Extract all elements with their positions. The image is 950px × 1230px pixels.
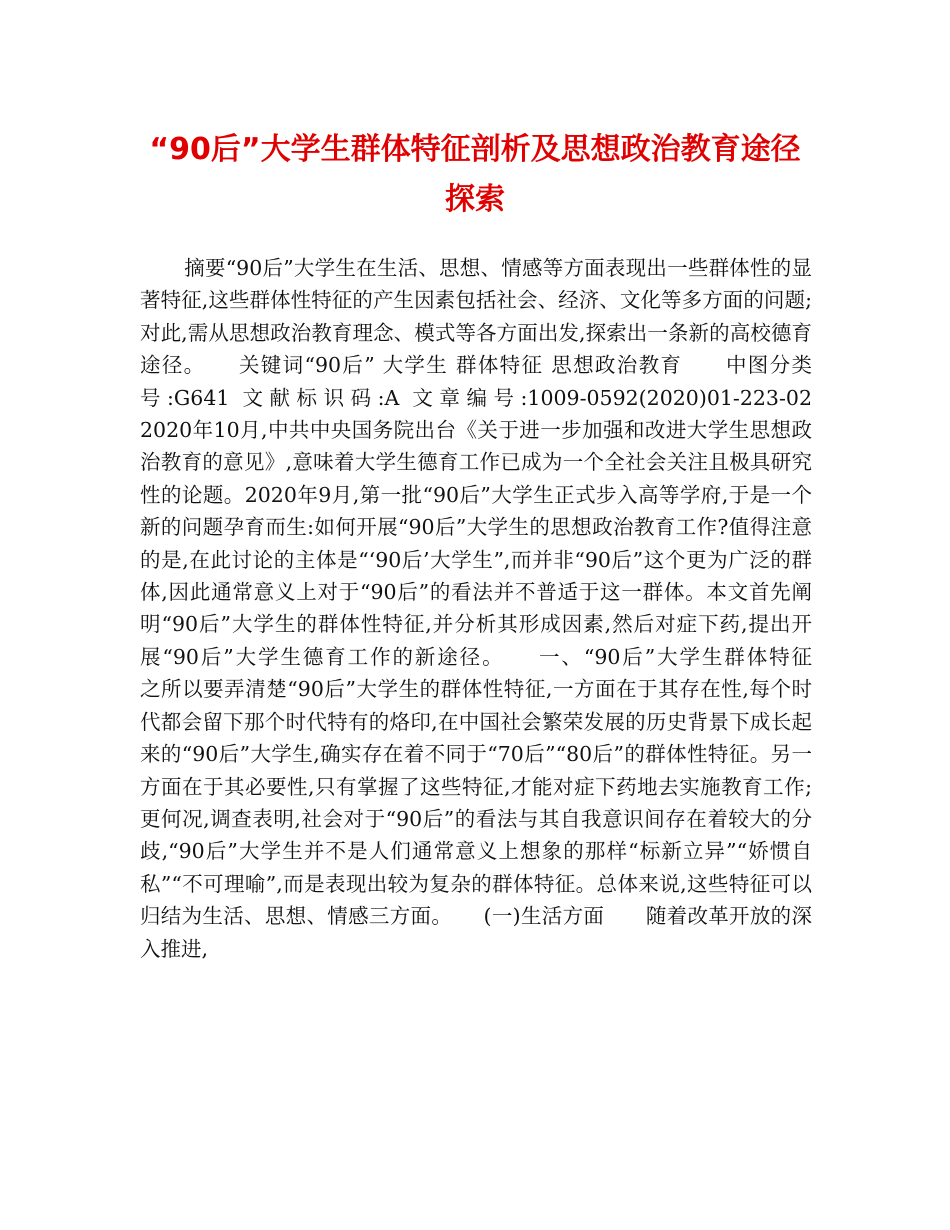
document-body-text: 摘要“90后”大学生在生活、思想、情感等方面表现出一些群体性的显著特征,这些群体性特征的产生因素包括社会、经济、文化等多方面的问题;对此,需从思想政治教育理念、模式等各方面出发,探索出一条新的高校德育途径。 关键词“90后” 大学生 群体特征 思想政治教育 中图分类号:G641 文献标识码:A 文章编号:1009-0592(2020)01-223-02 2020年10月,中共中央国务院出台《关于进一步加强和改进大学生思想政治教育的意见》,意味着大学生德育工作已成为一个全社会关注且极具研究性的论题。2020年9月,第一批“90后”大学生正式步入高等学府,于是一个新的问题孕育而生:如何开展“90后”大学生的思想政治教育工作?值得注意的是,在此讨论的主体是“‘90后’大学生”,而并非“90后”这个更为广泛的群体,因此通常意义上对于“90后”的看法并不普适于这一群体。本文首先阐明“90后”大学生的群体性特征,并分析其形成因素,然后对症下药,提出开展“90后”大学生德育工作的新途径。 一、“90后”大学生群体特征 之所以要弄清楚“90后”大学生的群体性特征,一方面在于其存在性,每个时代都会留下那个时代特有的烙印,在中国社会繁荣发展的历史背景下成长起来的“90后”大学生,确实存在着不同于“70后”“80后”的群体性特征。另一方面在于其必要性,只有掌握了这些特征,才能对症下药地去实施教育工作;更何况,调查表明,社会对于“90后”的看法与其自我意识间存在着较大的分歧,“90后”大学生并不是人们通常意义上想象的那样“标新立异”“娇惯自私”“不可理喻”,而是表现出较为复杂的群体特征。总体来说,这些特征可以归结为生活、思想、情感三方面。 (一)生活方面 随着改革开放的深入推进, — [140, 256, 874, 961]
document-body — [140, 252, 874, 965]
document-title: “90后”大学生群体特征剖析及思想政治教育途径探索 — [149, 132, 801, 217]
